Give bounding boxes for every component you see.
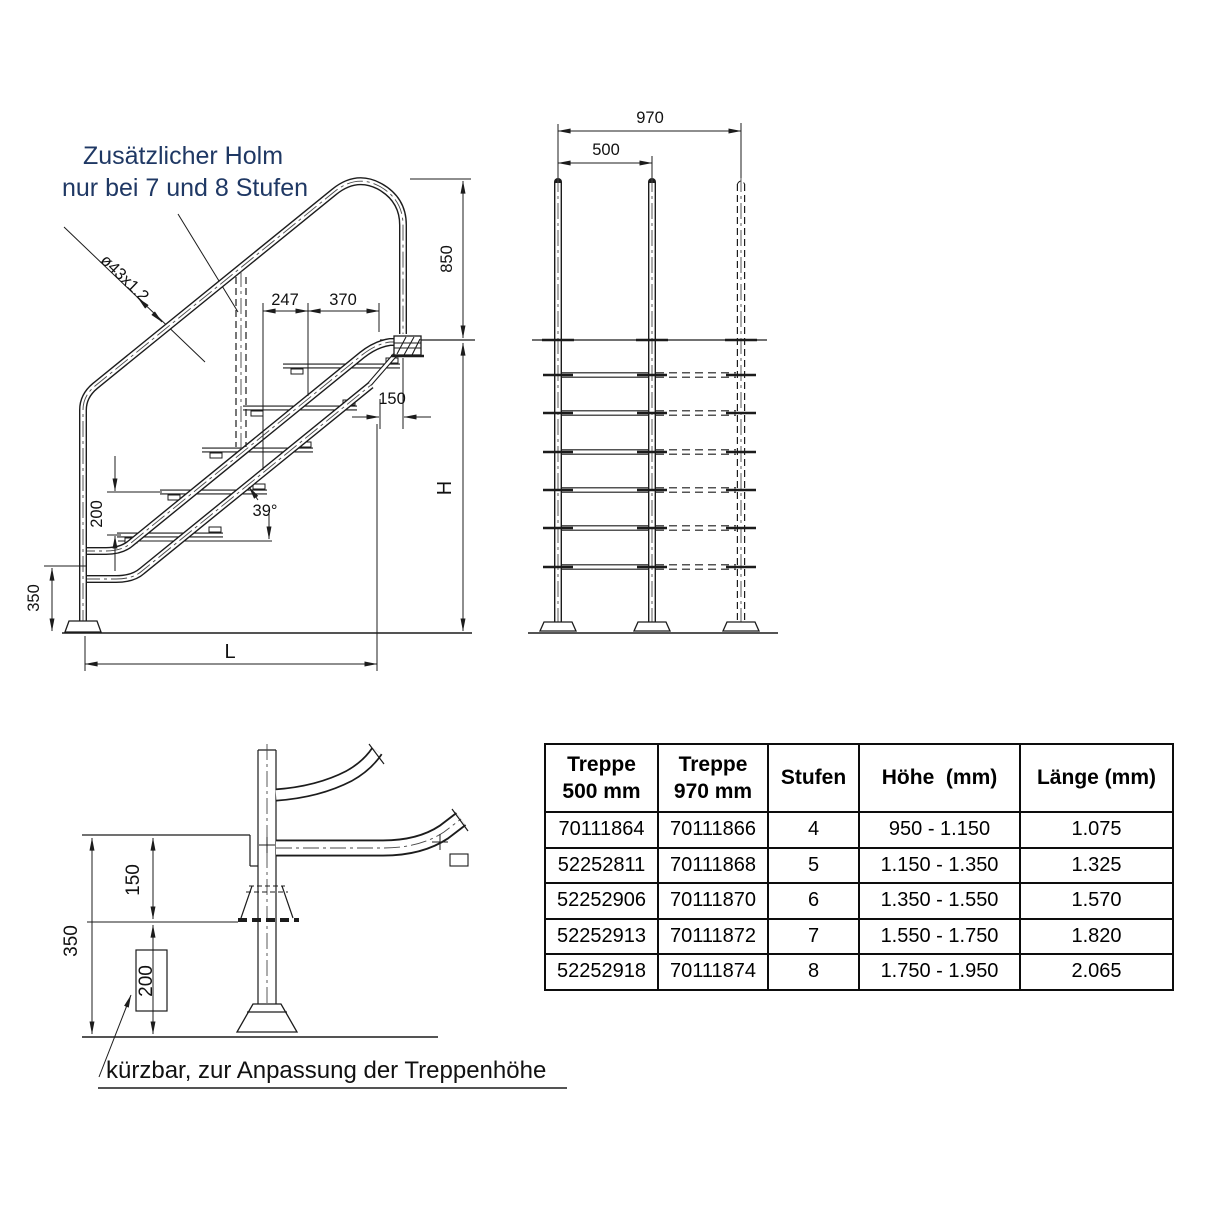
detail-handrail-stub [276, 744, 384, 795]
front-view-dimensions [558, 123, 741, 178]
cell-artnr-970: 70111868 [658, 848, 768, 884]
detail-dim-350-label: 350 [61, 925, 82, 957]
cell-hoehe: 1.750 - 1.950 [859, 954, 1020, 990]
detail-foot-flange [237, 1004, 297, 1032]
tube-diameter-label: ø43x1.2 [96, 251, 153, 306]
detail-anchor-cone [238, 886, 299, 920]
detail-note-text: kürzbar, zur Anpassung der Treppenhöhe [106, 1057, 547, 1084]
cell-artnr-970: 70111870 [658, 883, 768, 919]
support-brace [368, 355, 395, 386]
detail-drawing [61, 744, 567, 1088]
cell-hoehe: 950 - 1.150 [859, 812, 1020, 848]
cell-laenge: 1.570 [1020, 883, 1173, 919]
cell-laenge: 1.820 [1020, 919, 1173, 955]
front-feet [540, 622, 759, 631]
cell-artnr-500: 52252913 [545, 919, 658, 955]
col-header-stufen: Stufen [768, 744, 859, 812]
cell-stufen: 4 [768, 812, 859, 848]
front-view-drawing [528, 109, 778, 633]
col-header-laenge: Länge (mm) [1020, 744, 1173, 812]
table-row [545, 848, 1173, 884]
cell-artnr-500: 52252906 [545, 883, 658, 919]
front-post-right-hidden [737, 176, 744, 628]
cell-laenge: 1.075 [1020, 812, 1173, 848]
table-row [545, 883, 1173, 919]
cell-laenge: 2.065 [1020, 954, 1173, 990]
dim-200-label: 200 [88, 500, 106, 528]
dim-500-label: 500 [592, 141, 620, 159]
detail-dimensions [92, 838, 567, 1088]
dim-height-label: H [434, 480, 456, 496]
cell-stufen: 5 [768, 848, 859, 884]
table-row [545, 919, 1173, 955]
detail-dim-150-label: 150 [123, 864, 144, 896]
dim-150-label: 150 [378, 390, 406, 408]
table-row [545, 954, 1173, 990]
note-extra-holm-line2: nur bei 7 und 8 Stufen [61, 174, 309, 202]
cell-laenge: 1.325 [1020, 848, 1173, 884]
additional-holm-dashed [236, 271, 246, 452]
col-header-hoehe: Höhe (mm) [859, 744, 1020, 812]
cell-stufen: 7 [768, 919, 859, 955]
cell-hoehe: 1.150 - 1.350 [859, 848, 1020, 884]
cell-stufen: 8 [768, 954, 859, 990]
table-header-row [545, 744, 1173, 812]
dim-length-label: L [224, 641, 236, 663]
dim-350-label: 350 [25, 584, 43, 612]
detail-dim-200-label: 200 [136, 965, 157, 997]
cell-artnr-500: 52252918 [545, 954, 658, 990]
table-row [545, 812, 1173, 848]
cell-artnr-970: 70111874 [658, 954, 768, 990]
note-extra-holm-line1: Zusätzlicher Holm [82, 142, 284, 170]
cell-artnr-970: 70111872 [658, 919, 768, 955]
cell-artnr-500: 70111864 [545, 812, 658, 848]
col-header-treppe-970: Treppe 970 mm [658, 744, 768, 812]
dim-angle-label: 39° [252, 502, 278, 520]
cell-artnr-970: 70111866 [658, 812, 768, 848]
dim-247-label: 247 [271, 291, 299, 309]
post-foot-flange [65, 621, 101, 632]
spec-table [544, 743, 1174, 991]
cell-stufen: 6 [768, 883, 859, 919]
stair-stringer-near [79, 342, 396, 551]
cell-hoehe: 1.350 - 1.550 [859, 883, 1020, 919]
col-header-treppe-500: Treppe 500 mm [545, 744, 658, 812]
dim-970-label: 970 [636, 109, 664, 127]
detail-post [258, 744, 276, 1030]
detail-stringer-stub [276, 809, 468, 866]
cell-hoehe: 1.550 - 1.750 [859, 919, 1020, 955]
dim-850-label: 850 [438, 245, 456, 273]
dim-370-label: 370 [329, 291, 357, 309]
side-view-drawing [25, 142, 475, 671]
deck-anchor [391, 336, 424, 356]
cell-artnr-500: 52252811 [545, 848, 658, 884]
